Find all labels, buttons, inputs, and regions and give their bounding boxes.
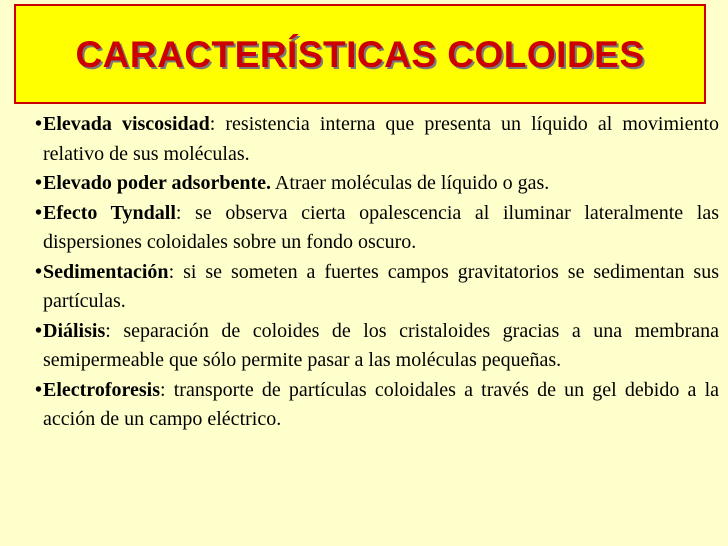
item-text: : separación de coloides de los cristaloides gracias a una membrana semipermeable que sólo permite pasar a las moléculas pequeñas. bbox=[43, 319, 719, 371]
list-item bbox=[35, 169, 719, 199]
item-text: : resistencia interna que presenta un líquido al movimiento relativo de sus moléculas. bbox=[43, 113, 719, 165]
item-term: Efecto Tyndall bbox=[43, 201, 176, 224]
bullet-icon: • bbox=[35, 172, 43, 194]
item-term: Sedimentación bbox=[43, 260, 169, 283]
item-text: : si se someten a fuertes campos gravitatorios se sedimentan sus partículas. bbox=[43, 260, 719, 312]
bullet-icon: • bbox=[35, 113, 43, 135]
bullet-icon: • bbox=[35, 260, 43, 283]
bullet-icon: • bbox=[35, 201, 43, 224]
list-item bbox=[35, 110, 719, 169]
list-item bbox=[35, 199, 719, 258]
item-text: : transporte de partículas coloidales a través de un gel debido a la acción de un campo eléctrico. bbox=[43, 378, 719, 430]
item-text: Atraer moléculas de líquido o gas. bbox=[270, 172, 550, 194]
slide-title: CARACTERÍSTICAS COLOIDES bbox=[75, 34, 645, 75]
item-text: : se observa cierta opalescencia al iluminar lateralmente las dispersiones coloidales sobre un fondo oscuro. bbox=[43, 201, 719, 253]
list-item bbox=[35, 317, 719, 376]
bullet-icon: • bbox=[35, 378, 43, 401]
item-term: Electroforesis bbox=[43, 378, 161, 401]
item-term: Elevado poder adsorbente. bbox=[43, 172, 271, 194]
characteristics-list bbox=[35, 110, 719, 435]
list-item bbox=[35, 376, 719, 435]
item-term: Elevada viscosidad bbox=[43, 113, 210, 135]
bullet-icon: • bbox=[35, 319, 43, 342]
list-item bbox=[35, 258, 719, 317]
title-box bbox=[14, 4, 706, 104]
item-term: Diálisis bbox=[43, 319, 106, 342]
